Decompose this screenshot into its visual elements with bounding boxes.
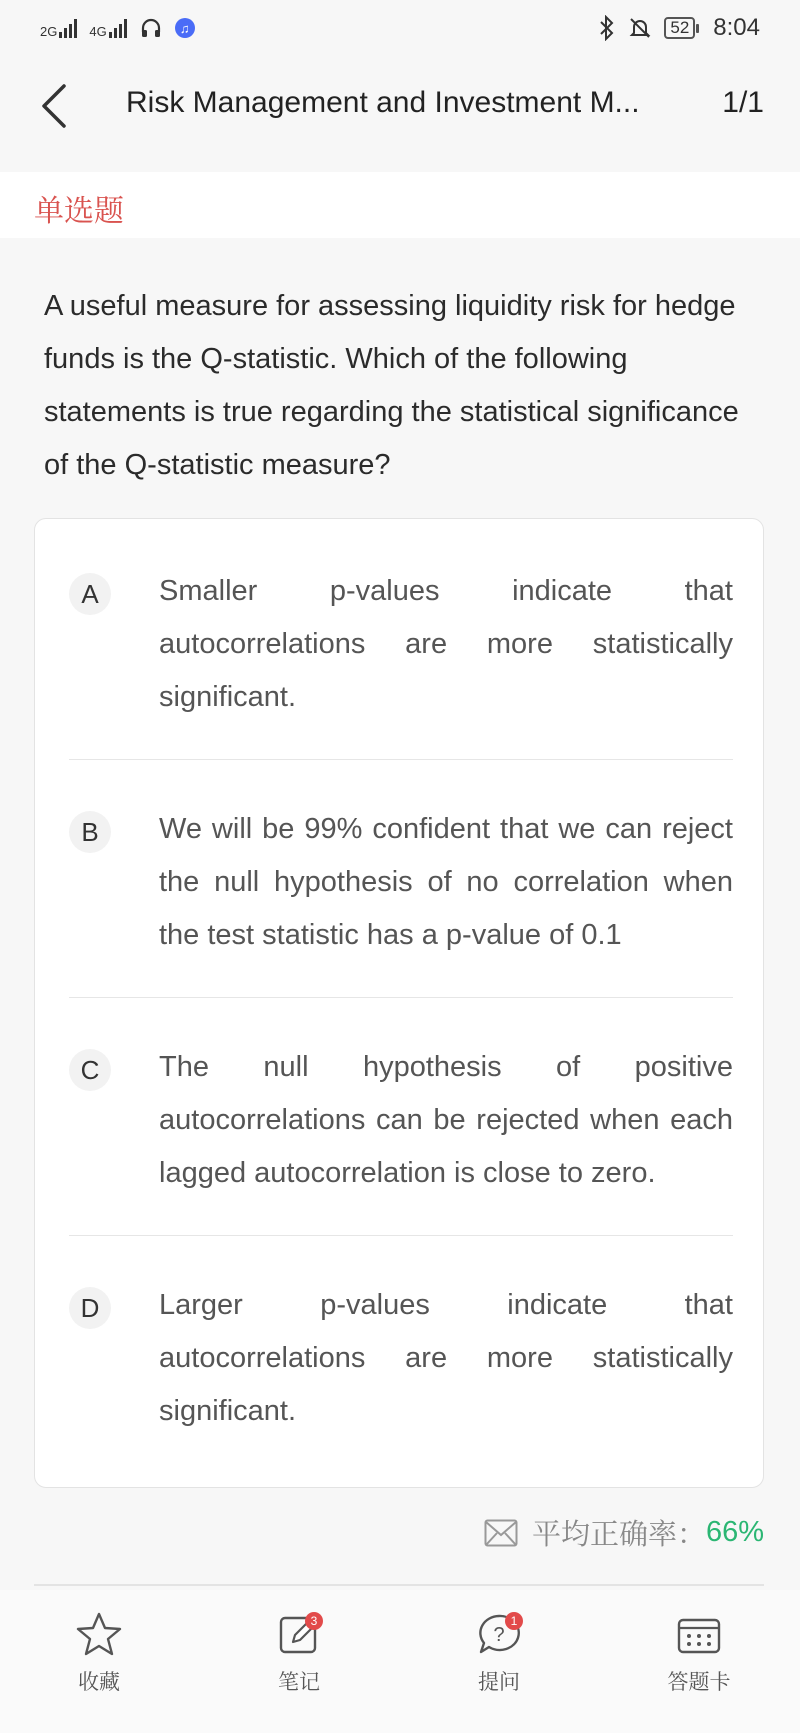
tab-label: 笔记 [278,1671,320,1694]
tab-notes[interactable] [239,1610,359,1696]
battery-level: 52 [670,18,690,37]
question-type-bar [0,172,800,238]
clock-time: 8:04 [713,14,760,41]
accuracy-label: 平均正确率： [531,1519,706,1551]
question-type-label: 单选题 [34,195,124,228]
bottom-tab-bar [0,1590,800,1733]
options-card [34,518,764,1488]
question-badge: 1 [505,1612,523,1630]
signal-bars-icon [109,18,127,38]
svg-text:?: ? [493,1624,505,1646]
status-bar [0,0,800,56]
battery-icon [664,17,695,39]
option-letter-badge: A [69,573,111,615]
divider [34,1584,764,1586]
mail-icon[interactable] [484,1519,518,1547]
option-text: We will be 99% confident that we can reject the null hypothesis of no correlation when the test statistic has a p-value of 0.1 [159,813,733,951]
divider [69,997,733,998]
tab-label: 收藏 [78,1671,120,1694]
question-text: A useful measure for assessing liquidity risk for hedge funds is the Q-statistic. Which of the following statements is true regarding the statistical significance of the Q-statistic measure? [44,290,739,481]
tab-ask-question[interactable] [439,1610,559,1696]
answer-card-icon [675,1610,723,1658]
tab-favorite[interactable] [39,1610,159,1696]
signal-2g-label: 2G [40,24,58,39]
signal-4g-label: 4G [89,24,107,39]
notes-badge: 3 [305,1612,323,1630]
bluetooth-icon [598,15,616,41]
option-text: The null hypothesis of positive autocorrelations can be rejected when each lagged autocorrelation is close to zero. [159,1051,733,1189]
option-letter-badge: C [69,1049,111,1091]
header-bar [0,56,800,156]
signal-4g-indicator [89,18,126,38]
tab-label: 提问 [478,1671,520,1694]
page-title: Risk Management and Investment M... [126,86,640,119]
tab-answer-card[interactable] [639,1610,759,1696]
option-letter-badge: D [69,1287,111,1329]
signal-bars-icon [59,18,77,38]
average-accuracy [484,1512,764,1553]
accuracy-value: 66% [705,1516,764,1548]
option-letter-badge: B [69,811,111,853]
option-text: Larger p-values indicate that autocorrelations are more statistically significant. [159,1289,733,1427]
signal-2g-indicator [40,18,77,38]
back-arrow-icon[interactable] [36,80,76,132]
option-text: Smaller p-values indicate that autocorrelations are more statistically significant. [159,575,733,713]
status-left [40,16,195,40]
mute-bell-icon [628,16,652,40]
tab-label: 答题卡 [667,1671,731,1694]
status-right [598,14,760,42]
headphones-icon [139,16,163,40]
question-counter: 1/1 [722,86,764,119]
divider [69,1235,733,1236]
music-app-icon: ♫ [175,18,195,38]
star-icon [75,1610,123,1658]
divider [69,759,733,760]
